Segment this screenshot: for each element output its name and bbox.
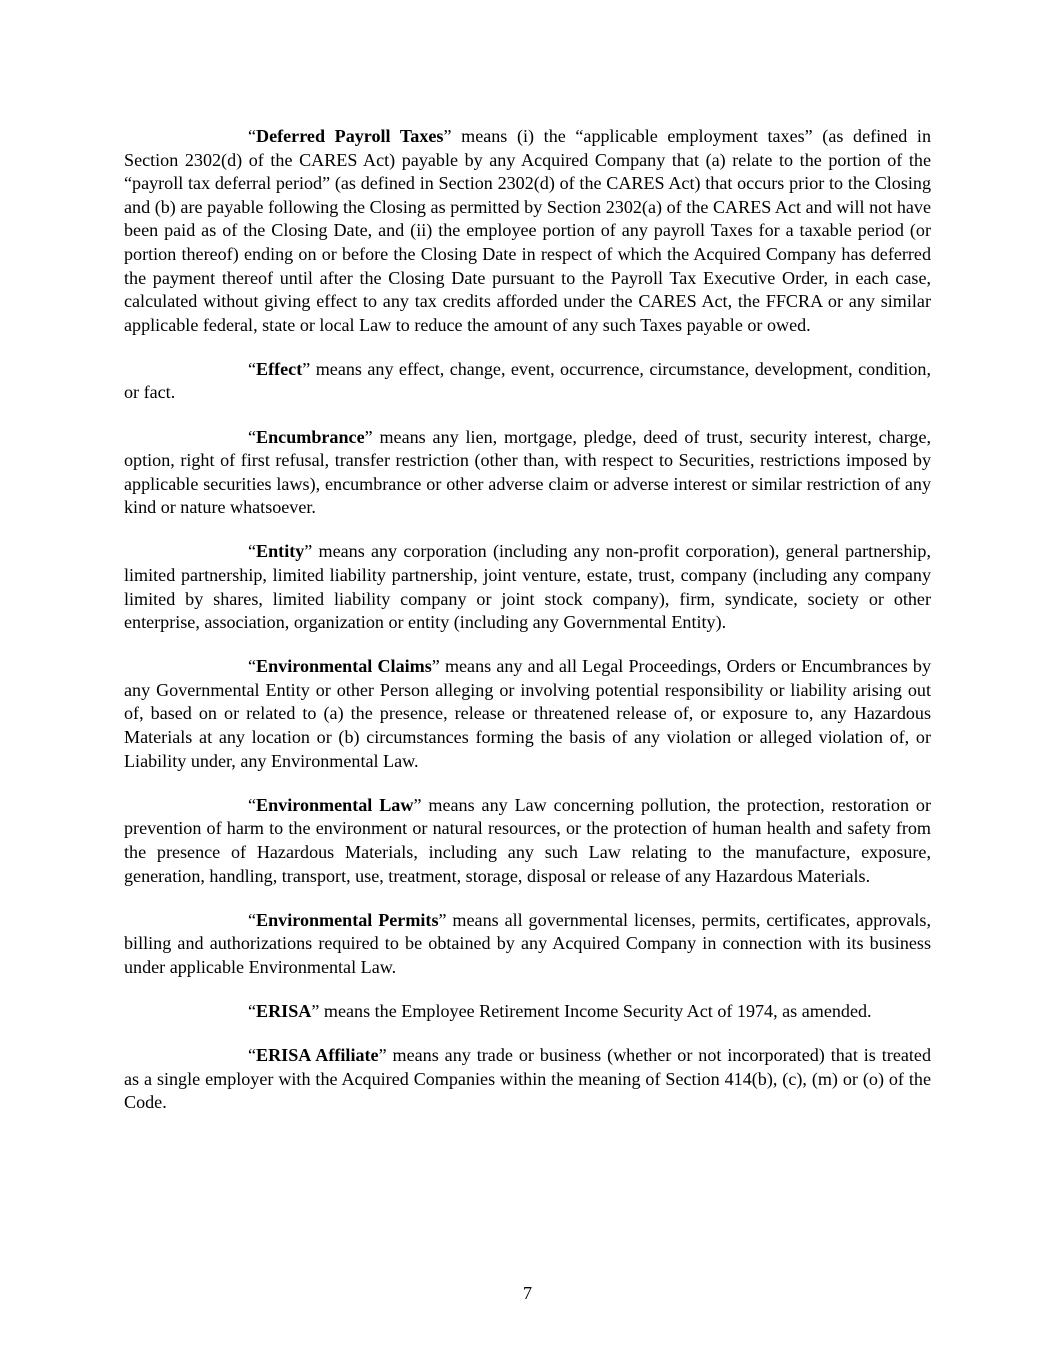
definition-environmental-claims: “Environmental Claims” means any and all Legal Proceedings, Orders or Encumbrances by any Governmental Entity or other Person alleging or involving potential responsibility or liability arising out of, based on or related to (a) the presence, release or threatened release of, or exposure to, any Hazardous Materials at any location or (b) circumstances forming the basis of any violation or alleged violation of, or Liability under, any Environmental Law. <box>124 656 931 771</box>
definition-text: means any effect, change, event, occurrence, circumstance, development, condition, or fact. <box>124 358 931 403</box>
definition-term: Deferred Payroll Taxes <box>256 126 444 146</box>
definition-text: means any and all Legal Proceedings, Orders or Encumbrances by any Governmental Entity or other Person alleging or involving potential responsibility or liability arising out of, based on or related to (a) the presence, release or threatened release of, or exposure to, any Hazardous Materials at any location or (b) circumstances forming the basis of any violation or alleged violation of, or Liability under, any Environmental Law. <box>124 656 931 771</box>
definitions-list <box>124 125 931 1135</box>
definition-deferred-payroll-taxes: “Deferred Payroll Taxes” means (i) the “applicable employment taxes” (as defined in Section 2302(d) of the CARES Act) payable by any Acquired Company that (a) relate to the portion of the “payroll tax deferral period” (as defined in Section 2302(d) of the CARES Act) that occurs prior to the Closing and (b) are payable following the Closing as permitted by Section 2302(a) of the CARES Act and will not have been paid as of the Closing Date, and (ii) the employee portion of any payroll Taxes for a taxable period (or portion thereof) ending on or before the Closing Date in respect of which the Acquired Company has deferred the payment thereof until after the Closing Date pursuant to the Payroll Tax Executive Order, in each case, calculated without giving effect to any tax credits afforded under the CARES Act, the FFCRA or any similar applicable federal, state or local Law to reduce the amount of any such Taxes payable or owed. <box>124 126 931 335</box>
definition-text: means any Law concerning pollution, the protection, restoration or prevention of harm to the environment or natural resources, or the protection of human health and safety from the presence of Hazardous Materials, including any such Law relating to the manufacture, exposure, generation, handling, transport, use, treatment, storage, disposal or release of any Hazardous Materials. <box>124 794 931 886</box>
definition-erisa-affiliate: “ERISA Affiliate” means any trade or business (whether or not incorporated) that is treated as a single employer with the Acquired Companies within the meaning of Section 414(b), (c), (m) or (o) of the Code. <box>124 1045 931 1113</box>
definition-text: means any corporation (including any non-profit corporation), general partnership, limited partnership, limited liability partnership, joint venture, estate, trust, company (including any company limited by shares, limited liability company or joint stock company), firm, syndicate, society or other enterprise, association, organization or entity (including any Governmental Entity). <box>124 541 931 633</box>
definition-term: Environmental Law <box>256 794 414 815</box>
definition-effect: “Effect” means any effect, change, event, occurrence, circumstance, development, condition, or fact. <box>124 358 931 403</box>
definition-term: Environmental Permits <box>256 909 439 930</box>
definition-environmental-permits: “Environmental Permits” means all governmental licenses, permits, certificates, approvals, billing and authorizations required to be obtained by any Acquired Company in connection with its business under applicable Environmental Law. <box>124 909 931 977</box>
definition-entity: “Entity” means any corporation (including any non-profit corporation), general partnership, limited partnership, limited liability partnership, joint venture, estate, trust, company (including any company limited by shares, limited liability company or joint stock company), firm, syndicate, society or other enterprise, association, organization or entity (including any Governmental Entity). <box>124 541 931 633</box>
definition-text: means any trade or business (whether or not incorporated) that is treated as a single employer with the Acquired Companies within the meaning of Section 414(b), (c), (m) or (o) of the Code. <box>124 1045 931 1113</box>
definition-text: means the Employee Retirement Income Security Act of 1974, as amended. <box>319 1000 872 1021</box>
page-number: 7 <box>522 1283 533 1303</box>
definition-term: Environmental Claims <box>256 656 432 677</box>
definition-text: means all governmental licenses, permits, certificates, approvals, billing and authorizations required to be obtained by any Acquired Company in connection with its business under applicable Environmental Law. <box>124 909 931 977</box>
definition-erisa: “ERISA” means the Employee Retirement Income Security Act of 1974, as amended. <box>248 1000 872 1021</box>
definition-environmental-law: “Environmental Law” means any Law concerning pollution, the protection, restoration or prevention of harm to the environment or natural resources, or the protection of human health and safety from the presence of Hazardous Materials, including any such Law relating to the manufacture, exposure, generation, handling, transport, use, treatment, storage, disposal or release of any Hazardous Materials. <box>124 794 931 886</box>
definition-text: means any lien, mortgage, pledge, deed of trust, security interest, charge, option, right of first refusal, transfer restriction (other than, with respect to Securities, restrictions imposed by applicable securities laws), encumbrance or other adverse claim or adverse interest or similar restriction of any kind or nature whatsoever. <box>124 426 931 518</box>
definition-term: Entity <box>256 541 305 562</box>
definition-term: ERISA <box>256 1000 312 1021</box>
definition-term: Encumbrance <box>256 426 365 447</box>
definition-term: ERISA Affiliate <box>256 1045 379 1065</box>
definition-text: means (i) the “applicable employment taxes” (as defined in Section 2302(d) of the CARES Act) payable by any Acquired Company that (a) relate to the portion of the “payroll tax deferral period” (as defined in Section 2302(d) of the CARES Act) that occurs prior to the Closing and (b) are payable following the Closing as permitted by Section 2302(a) of the CARES Act and will not have been paid as of the Closing Date, and (ii) the employee portion of any payroll Taxes for a taxable period (or portion thereof) ending on or before the Closing Date in respect of which the Acquired Company has deferred the payment thereof until after the Closing Date pursuant to the Payroll Tax Executive Order, in each case, calculated without giving effect to any tax credits afforded under the CARES Act, the FFCRA or any similar applicable federal, state or local Law to reduce the amount of any such Taxes payable or owed. <box>124 126 931 335</box>
definition-encumbrance: “Encumbrance” means any lien, mortgage, pledge, deed of trust, security interest, charge, option, right of first refusal, transfer restriction (other than, with respect to Securities, restrictions imposed by applicable securities laws), encumbrance or other adverse claim or adverse interest or similar restriction of any kind or nature whatsoever. <box>124 426 931 518</box>
definition-term: Effect <box>256 358 303 379</box>
